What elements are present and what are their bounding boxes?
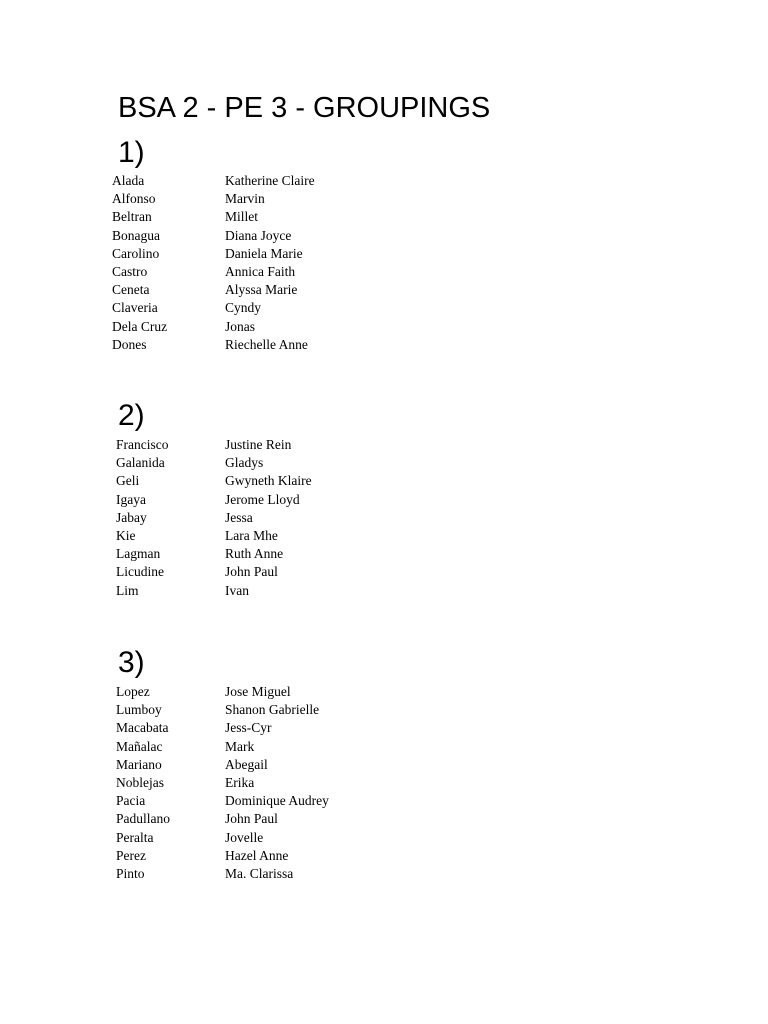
member-row (112, 245, 315, 263)
member-given-name: Mark (225, 738, 255, 754)
member-given-name: Abegail (225, 756, 268, 772)
member-given-name: Ivan (225, 582, 249, 598)
member-row (116, 701, 329, 719)
member-surname: Claveria (112, 300, 158, 316)
member-given-name: Jonas (225, 318, 255, 334)
member-row (116, 472, 312, 490)
member-row (116, 756, 329, 774)
member-surname: Bonagua (112, 227, 160, 243)
member-row (116, 545, 312, 563)
member-surname: Mariano (116, 756, 162, 772)
member-list (112, 172, 315, 354)
member-row (116, 509, 312, 527)
member-surname: Igaya (116, 491, 146, 507)
member-given-name: Erika (225, 774, 255, 790)
member-surname: Lim (116, 582, 139, 598)
member-surname: Beltran (112, 209, 152, 225)
member-surname: Lagman (116, 546, 161, 562)
member-given-name: Ma. Clarissa (225, 865, 294, 881)
member-given-name: Alyssa Marie (225, 282, 298, 298)
member-row (112, 318, 315, 336)
member-row (116, 582, 312, 600)
member-given-name: Jess-Cyr (225, 720, 272, 736)
member-row (116, 527, 312, 545)
member-row (116, 774, 329, 792)
member-surname: Jabay (116, 509, 147, 525)
member-given-name: Justine Rein (225, 437, 292, 452)
member-given-name: Daniela Marie (225, 245, 303, 261)
group-number: 3) (118, 646, 145, 679)
member-given-name: Lara Mhe (225, 527, 278, 543)
member-row (116, 810, 329, 828)
member-surname: Lumboy (116, 702, 162, 718)
member-row (116, 563, 312, 581)
member-row (112, 299, 315, 317)
member-given-name: Annica Faith (225, 263, 296, 279)
member-row (116, 683, 329, 701)
member-surname: Dela Cruz (112, 318, 168, 334)
member-given-name: Katherine Claire (225, 173, 315, 188)
member-given-name: Ruth Anne (225, 546, 284, 562)
member-surname: Macabata (116, 720, 169, 736)
member-given-name: Jessa (225, 509, 253, 525)
member-row (112, 336, 315, 354)
group-2 (116, 398, 312, 600)
member-surname: Pinto (116, 865, 145, 881)
member-surname: Dones (112, 336, 147, 352)
member-given-name: Shanon Gabrielle (225, 702, 320, 718)
member-surname: Ceneta (112, 282, 150, 298)
member-list (116, 436, 312, 600)
member-surname: Mañalac (116, 738, 163, 754)
member-given-name: Marvin (225, 191, 265, 207)
member-surname: Kie (116, 527, 136, 543)
member-given-name: John Paul (225, 564, 278, 580)
member-row (112, 281, 315, 299)
member-row (116, 436, 312, 454)
member-given-name: Millet (225, 209, 258, 225)
member-row (112, 172, 315, 190)
member-row (116, 491, 312, 509)
member-row (112, 263, 315, 281)
group-1 (112, 135, 315, 354)
member-given-name: Cyndy (225, 300, 262, 316)
member-surname: Carolino (112, 245, 160, 261)
member-surname: Lopez (116, 684, 150, 699)
member-given-name: Hazel Anne (225, 847, 289, 863)
member-surname: Alada (112, 173, 145, 188)
member-surname: Francisco (116, 437, 169, 452)
member-row (116, 865, 329, 883)
member-row (116, 738, 329, 756)
member-surname: Galanida (116, 455, 165, 471)
member-row (116, 719, 329, 737)
member-given-name: Gladys (225, 455, 264, 471)
member-surname: Pacia (116, 793, 146, 809)
member-given-name: Jerome Lloyd (225, 491, 300, 507)
member-surname: Licudine (116, 564, 164, 580)
member-row (116, 829, 329, 847)
document-title: BSA 2 - PE 3 - GROUPINGS (118, 92, 491, 124)
member-list (116, 683, 329, 883)
member-surname: Alfonso (112, 191, 156, 207)
group-number: 2) (118, 399, 145, 432)
member-surname: Perez (116, 847, 146, 863)
group-number: 1) (118, 136, 145, 169)
member-given-name: Jose Miguel (225, 684, 291, 699)
member-given-name: Gwyneth Klaire (225, 473, 312, 489)
member-row (112, 190, 315, 208)
member-surname: Noblejas (116, 774, 164, 790)
member-surname: Geli (116, 473, 140, 489)
member-given-name: Jovelle (225, 829, 264, 845)
member-row (112, 227, 315, 245)
member-surname: Castro (112, 263, 148, 279)
member-surname: Padullano (116, 811, 170, 827)
member-given-name: Riechelle Anne (225, 336, 308, 352)
member-given-name: Dominique Audrey (225, 793, 329, 809)
member-row (112, 208, 315, 226)
group-3 (116, 645, 329, 883)
member-surname: Peralta (116, 829, 154, 845)
member-given-name: John Paul (225, 811, 278, 827)
member-row (116, 454, 312, 472)
member-given-name: Diana Joyce (225, 227, 292, 243)
member-row (116, 792, 329, 810)
member-row (116, 847, 329, 865)
